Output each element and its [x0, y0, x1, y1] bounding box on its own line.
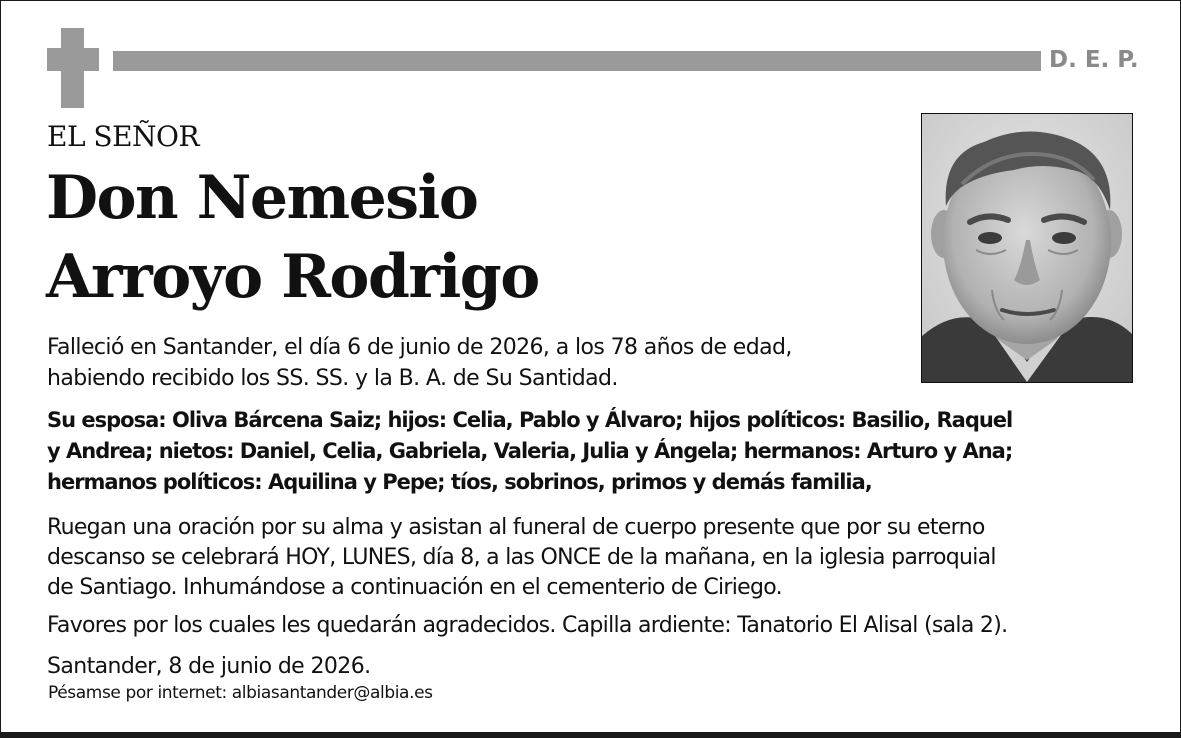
death-notice-line: Falleció en Santander, el día 6 de junio de 2026, a los 78 años de edad, — [47, 335, 792, 360]
deceased-name-line2: Arroyo Rodrigo — [46, 242, 539, 312]
death-notice — [47, 332, 792, 394]
family-line: Su esposa: Oliva Bárcena Saiz; hijos: Celia, Pablo y Álvaro; hijos políticos: Basilio, Raquel — [47, 408, 1013, 432]
portrait-photo — [921, 113, 1133, 383]
death-notice-line: habiendo recibido los SS. SS. y la B. A. de Su Santidad. — [47, 366, 618, 391]
family-list — [47, 405, 1012, 498]
funeral-line: descanso se celebrará HOY, LUNES, día 8, a las ONCE de la mañana, en la iglesia parroquial — [47, 545, 996, 570]
favores-text — [47, 611, 1007, 641]
place-date-line: Santander, 8 de junio de 2026. — [47, 654, 371, 679]
condolence-email: Pésamse por internet: albiasantander@albia.es — [48, 683, 433, 703]
cross-icon-arm — [47, 48, 99, 71]
funeral-line: Ruegan una oración por su alma y asistan al funeral de cuerpo presente que por su eterno — [47, 515, 985, 540]
place-date — [47, 652, 371, 682]
bottom-rule — [0, 732, 1181, 738]
family-line: y Andrea; nietos: Daniel, Celia, Gabriela, Valeria, Julia y Ángela; hermanos: Arturo y Ana; — [47, 439, 1013, 463]
header-rule — [113, 51, 1041, 71]
family-line: hermanos políticos: Aquilina y Pepe; tíos, sobrinos, primos y demás familia, — [47, 470, 872, 494]
salutation: EL SEÑOR — [47, 120, 200, 153]
funeral-line: de Santiago. Inhumándose a continuación en el cementerio de Ciriego. — [47, 575, 782, 600]
dep-label: D. E. P. — [1049, 47, 1139, 73]
funeral-notice — [47, 513, 996, 603]
favores-line: Favores por los cuales les quedarán agradecidos. Capilla ardiente: Tanatorio El Alisal (sala 2). — [47, 613, 1008, 638]
deceased-name-line1: Don Nemesio — [46, 163, 478, 233]
